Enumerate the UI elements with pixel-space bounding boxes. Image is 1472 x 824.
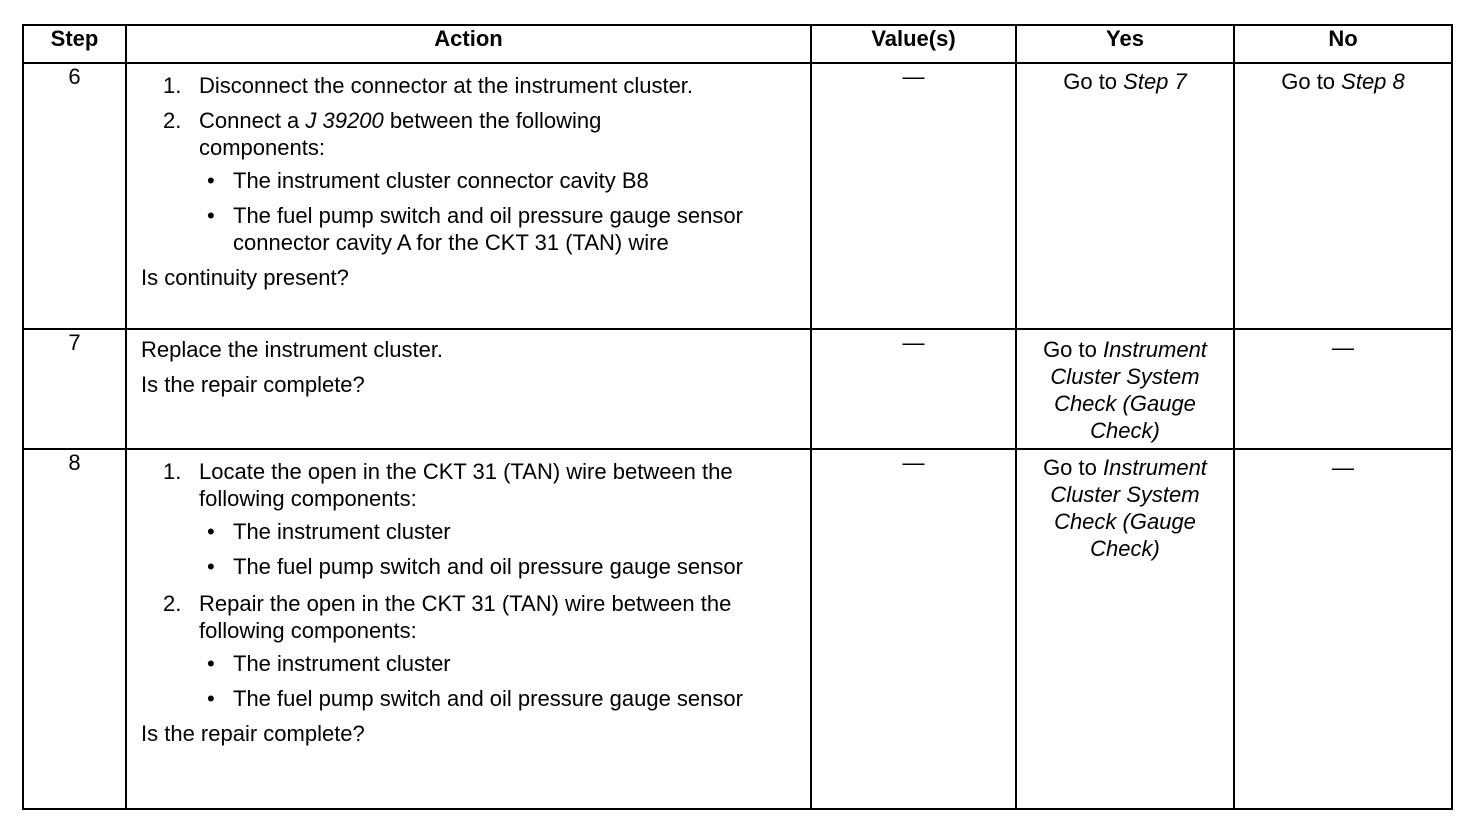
yes-link[interactable]: Step 7 — [1123, 69, 1187, 94]
action-item: 1. Disconnect the connector at the instrument cluster. — [163, 73, 694, 98]
no-link[interactable]: Step 8 — [1341, 69, 1405, 94]
no-cell: Go to Step 8 — [1234, 63, 1452, 329]
value-cell: — — [811, 329, 1016, 449]
table-row-step-6 — [23, 63, 1452, 329]
action-question: Is the repair complete? — [141, 721, 365, 746]
bullet-icon: • — [207, 651, 215, 676]
no-cell: — — [1234, 329, 1452, 449]
action-bullet: • The fuel pump switch and oil pressure gauge sensor — [207, 554, 743, 579]
header-no: No — [1234, 25, 1452, 63]
action-bullet: • The instrument cluster — [207, 651, 451, 676]
table-row-step-7 — [23, 329, 1452, 449]
yes-cell: Go to Step 7 — [1016, 63, 1234, 329]
action-bullet: • The fuel pump switch and oil pressure gauge sensor — [207, 686, 743, 711]
bullet-icon: • — [207, 168, 215, 193]
action-item: 2. Connect a J 39200 between the following components: — [163, 108, 602, 160]
value-cell: — — [811, 449, 1016, 809]
action-cell — [126, 449, 811, 809]
value-cell: — — [811, 63, 1016, 329]
yes-cell: Go to Instrument Cluster System Check (Gauge Check) — [1016, 329, 1234, 449]
no-cell: — — [1234, 449, 1452, 809]
action-item: 2. Repair the open in the CKT 31 (TAN) wire between the following components: — [163, 591, 732, 643]
step-number: 6 — [23, 63, 126, 329]
tool-reference: J 39200 — [305, 108, 384, 133]
action-cell — [126, 329, 811, 449]
bullet-icon: • — [207, 554, 215, 579]
action-question: Is the repair complete? — [141, 372, 365, 397]
bullet-icon: • — [207, 203, 215, 228]
step-number: 8 — [23, 449, 126, 809]
table-row-step-8 — [23, 449, 1452, 809]
action-bullet: • The instrument cluster — [207, 519, 451, 544]
diagnostic-table — [22, 24, 1453, 810]
header-yes: Yes — [1016, 25, 1234, 63]
action-question: Is continuity present? — [141, 265, 349, 290]
action-line: Replace the instrument cluster. — [141, 337, 444, 362]
yes-cell: Go to Instrument Cluster System Check (Gauge Check) — [1016, 449, 1234, 809]
header-row — [23, 25, 1452, 63]
action-cell — [126, 63, 811, 329]
bullet-icon: • — [207, 686, 215, 711]
bullet-icon: • — [207, 519, 215, 544]
header-values: Value(s) — [811, 25, 1016, 63]
action-bullet: • The instrument cluster connector cavity B8 — [207, 168, 649, 193]
header-step: Step — [23, 25, 126, 63]
yes-link[interactable]: Instrument Cluster System Check (Gauge Check) — [1050, 337, 1207, 443]
header-action: Action — [126, 25, 811, 63]
action-bullet: • The fuel pump switch and oil pressure gauge sensor connector cavity A for the CKT 31 (TAN) wire — [207, 203, 743, 255]
yes-link[interactable]: Instrument Cluster System Check (Gauge Check) — [1050, 455, 1207, 561]
step-number: 7 — [23, 329, 126, 449]
action-item: 1. Locate the open in the CKT 31 (TAN) wire between the following components: — [163, 459, 733, 511]
